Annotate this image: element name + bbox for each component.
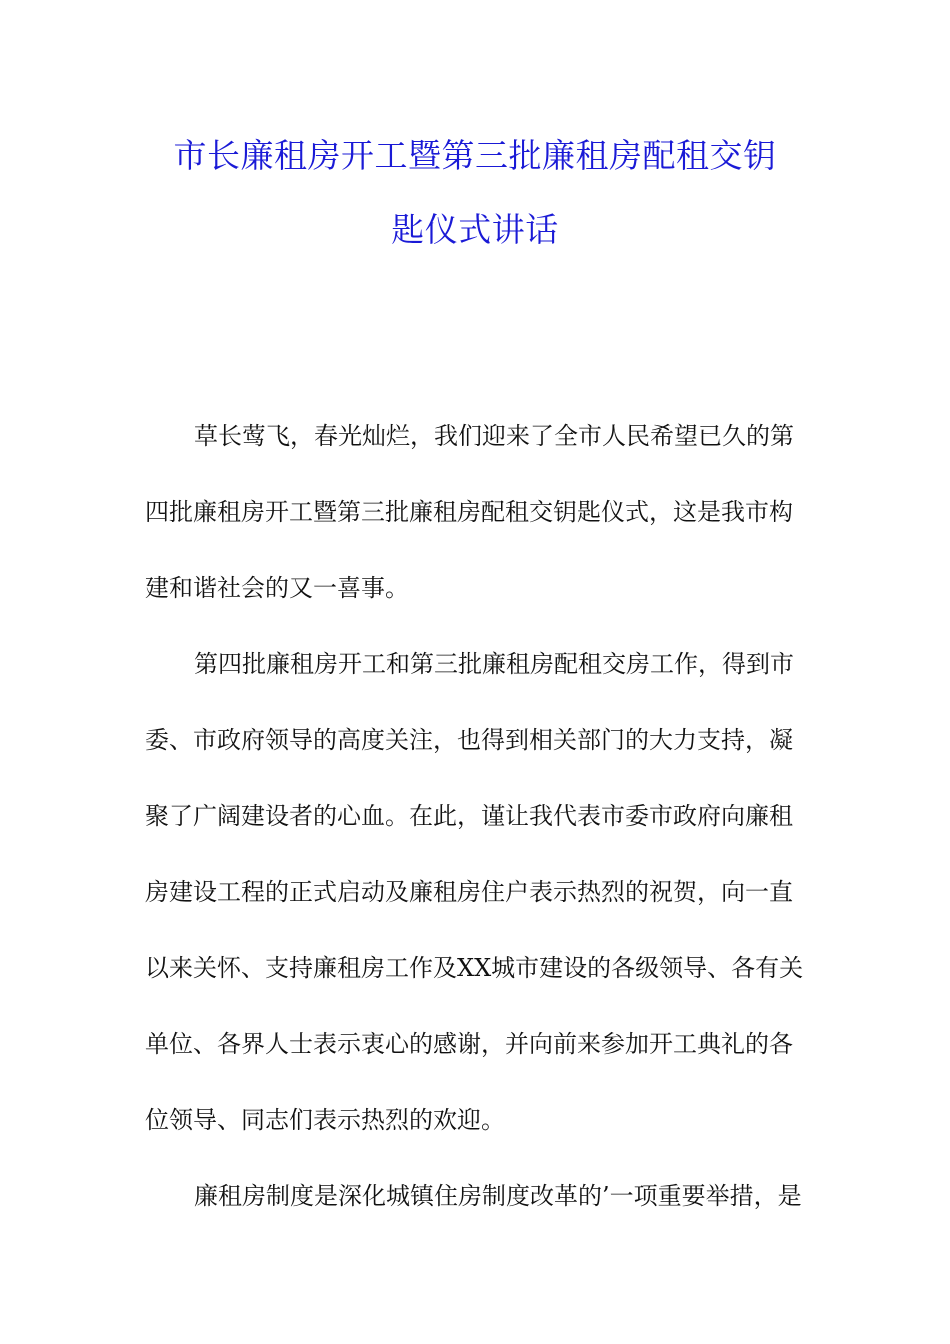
paragraph-2-line-1: 第四批廉租房开工和第三批廉租房配租交房工作，得到市 (194, 650, 794, 678)
document-title-line-1: 市长廉租房开工暨第三批廉租房配租交钥 (173, 136, 777, 175)
paragraph-3-line-1: 廉租房制度是深化城镇住房制度改革的’一项重要举措，是 (194, 1182, 802, 1210)
paragraph-2-line-7: 位领导、同志们表示热烈的欢迎。 (145, 1106, 505, 1134)
document-title-line-2: 匙仪式讲话 (391, 210, 559, 249)
paragraph-2-line-6: 单位、各界人士表示衷心的感谢，并向前来参加开工典礼的各 (145, 1030, 793, 1058)
paragraph-2-line-5: 以来关怀、支持廉租房工作及XX城市建设的各级领导、各有关 (145, 954, 804, 982)
paragraph-1-line-3: 建和谐社会的又一喜事。 (145, 574, 409, 602)
paragraph-2-line-4: 房建设工程的正式启动及廉租房住户表示热烈的祝贺，向一直 (145, 878, 793, 906)
paragraph-1-line-2: 四批廉租房开工暨第三批廉租房配租交钥匙仪式，这是我市构 (145, 498, 793, 526)
document-body (145, 412, 815, 1248)
paragraph-2-line-2: 委、市政府领导的高度关注，也得到相关部门的大力支持，凝 (145, 726, 793, 754)
paragraph-2-line-3: 聚了广阔建设者的心血。在此，谨让我代表市委市政府向廉租 (145, 802, 793, 830)
paragraph-1-line-1: 草长莺飞，春光灿烂，我们迎来了全市人民希望已久的第 (194, 422, 794, 450)
